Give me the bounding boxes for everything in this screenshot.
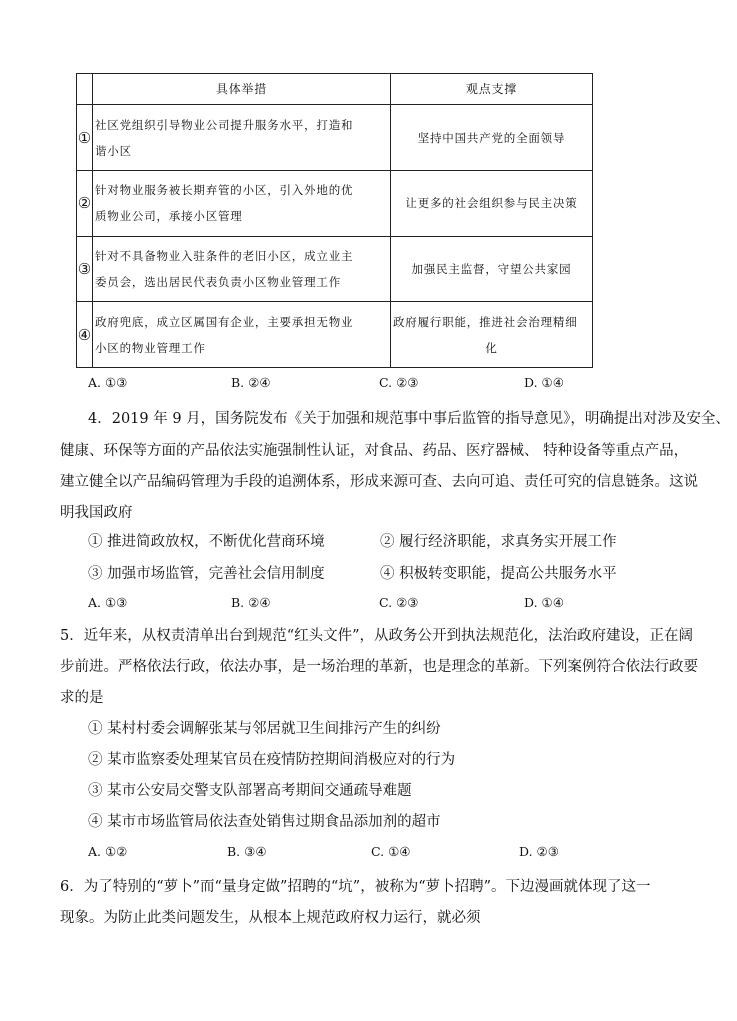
q5-option-a[interactable]: A. ①② (88, 844, 128, 859)
q4-item-3: ③ 加强市场监管，完善社会信用制度 (88, 566, 325, 582)
row-support (391, 105, 593, 171)
row-number: ④ (77, 302, 93, 368)
q5-stem-line: 5．近年来，从权责清单出台到规范“红头文件”，从政务公开到执法规范化，法治政府建设，正在阔 (60, 628, 694, 644)
table-row (77, 105, 593, 171)
row-measure (93, 170, 391, 236)
support-line: 坚持中国共产党的全面领导 (417, 130, 566, 145)
measure-line: 针对物业服务被长期弃管的小区，引入外地的优 (95, 183, 354, 198)
q5-option-c[interactable]: C. ①④ (371, 844, 411, 859)
q5-item-2: ② 某市监察委处理某官员在疫情防控期间消极应对的行为 (88, 752, 456, 768)
q4-stem-line: 建立健全以产品编码管理为手段的追溯体系，形成来源可查、去向可追、责任可究的信息链条。这说 (60, 474, 698, 490)
row-measure (93, 105, 391, 171)
support-line: 政府履行职能，推进社会治理精细 (393, 314, 578, 329)
measure-line: 谐小区 (95, 143, 132, 158)
measure-line: 社区党组织引导物业公司提升服务水平，打造和 (95, 117, 354, 132)
q4-stem-line: 明我国政府 (60, 505, 133, 521)
table-row (77, 170, 593, 236)
row-support (391, 170, 593, 236)
q3-option-a[interactable]: A. ①③ (88, 375, 128, 390)
q4-item-4: ④ 积极转变职能，提高公共服务水平 (380, 566, 617, 582)
row-measure (93, 302, 391, 368)
support-line: 加强民主监督，守望公共家园 (411, 261, 572, 276)
table-header-measure: 具体举措 (93, 74, 391, 105)
support-line: 化 (485, 340, 498, 355)
measures-table (76, 73, 593, 368)
q5-option-b[interactable]: B. ③④ (227, 844, 267, 859)
q4-item-1: ① 推进简政放权，不断优化营商环境 (88, 534, 325, 550)
table-header-blank (77, 74, 93, 105)
table-row (77, 236, 593, 302)
measure-line: 小区的物业管理工作 (95, 340, 206, 355)
q3-option-d[interactable]: D. ①④ (524, 375, 564, 390)
row-number: ① (77, 105, 93, 171)
q4-stem-line: 健康、环保等方面的产品依法实施强制性认证，对食品、药品、医疗器械、 特种设备等重点产品， (60, 443, 689, 459)
row-support (391, 236, 593, 302)
q4-option-c[interactable]: C. ②③ (379, 595, 419, 610)
q6-stem-line: 6．为了特别的“萝卜”而“量身定做”招聘的“坑”，被称为“萝卜招聘”。下边漫画就体现了这一 (60, 879, 651, 895)
q5-item-1: ① 某村村委会调解张某与邻居就卫生间排污产生的纠纷 (88, 721, 441, 737)
table-header-support: 观点支撑 (391, 74, 593, 105)
q4-option-a[interactable]: A. ①③ (88, 595, 128, 610)
support-line: 让更多的社会组织参与民主决策 (405, 196, 578, 211)
measure-line: 质物业公司，承接小区管理 (95, 209, 243, 224)
q3-option-c[interactable]: C. ②③ (379, 375, 419, 390)
q3-option-b[interactable]: B. ②④ (231, 375, 271, 390)
q4-stem-line: 4．2019 年 9 月，国务院发布《关于加强和规范事中事后监管的指导意见》，明确提出对涉及安全、 (88, 411, 730, 427)
measure-line: 政府兜底，成立区属国有企业，主要承担无物业 (95, 314, 354, 329)
row-measure (93, 236, 391, 302)
q5-item-4: ④ 某市市场监管局依法查处销售过期食品添加剂的超市 (88, 814, 441, 830)
q5-stem-line: 求的是 (60, 690, 104, 706)
q6-stem-line: 现象。为防止此类问题发生，从根本上规范政府权力运行，就必须 (60, 910, 481, 926)
q4-item-2: ② 履行经济职能，求真务实开展工作 (380, 534, 617, 550)
row-number: ② (77, 170, 93, 236)
q4-option-b[interactable]: B. ②④ (231, 595, 271, 610)
q4-option-d[interactable]: D. ①④ (524, 595, 564, 610)
q5-option-d[interactable]: D. ②③ (519, 844, 559, 859)
q5-stem-line: 步前进。严格依法行政，依法办事，是一场治理的革新，也是理念的革新。下列案例符合依法行政要 (60, 659, 698, 675)
q5-item-3: ③ 某市公安局交警支队部署高考期间交通疏导难题 (88, 783, 412, 799)
measure-line: 针对不具备物业入驻条件的老旧小区，成立业主 (95, 248, 354, 263)
row-number: ③ (77, 236, 93, 302)
row-support (391, 302, 593, 368)
table-row (77, 302, 593, 368)
measure-line: 委员会，选出居民代表负责小区物业管理工作 (95, 274, 341, 289)
table-header-row (77, 74, 593, 105)
